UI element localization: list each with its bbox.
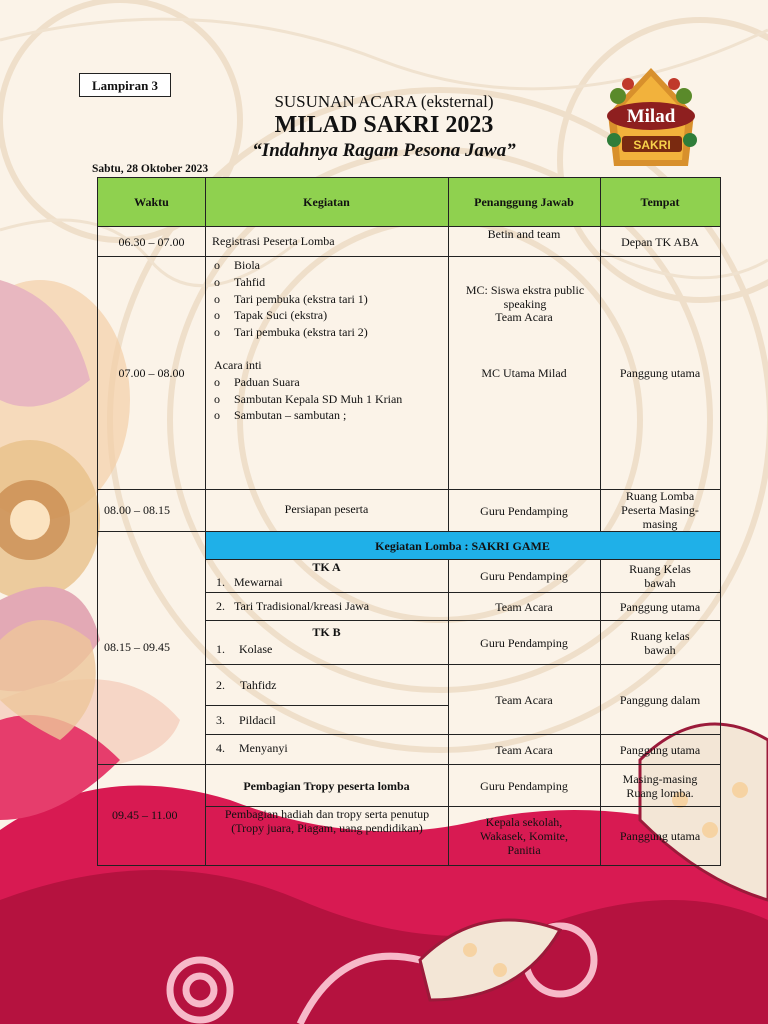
r2-waktu: 07.00 – 08.00 [118, 366, 185, 380]
r3-tempat: Ruang Lomba Peserta Masing-masing [621, 489, 699, 531]
header-penanggung-jawab: Penanggung Jawab [448, 178, 600, 226]
r2-tempat: Panggung utama [619, 366, 701, 380]
schedule-subtitle: SUSUNAN ACARA (eksternal) [274, 92, 494, 111]
tk-b-heading: TK B [312, 625, 341, 639]
r3-waktu: 08.00 – 08.15 [104, 503, 170, 517]
event-date: Sabtu, 28 Oktober 2023 [92, 163, 209, 175]
tk-b-23-tempat: Panggung dalam [619, 692, 701, 707]
attachment-label: Lampiran 3 [79, 73, 171, 97]
r5-tempat-1: Masing-masing Ruang lomba. [622, 771, 698, 800]
svg-text:Milad: Milad [626, 106, 676, 127]
list-item: o Tapak Suci (ekstra) [214, 308, 328, 323]
tk-b-23-pj: Team Acara [495, 692, 553, 707]
svg-text:SAKRI: SAKRI [633, 138, 671, 152]
r5-pj-2: Kepala sekolah, Wakasek, Komite, Panitia [479, 815, 568, 857]
tk-b-item: Menyanyi [239, 741, 288, 755]
tk-a-2-pj: Team Acara [495, 599, 553, 614]
list-item: o Paduan Suara [214, 374, 300, 389]
tk-a-heading: TK A [312, 560, 341, 574]
acara-inti-label: Acara inti [214, 357, 262, 372]
event-theme: “Indahnya Ragam Pesona Jawa” [252, 140, 516, 161]
tk-b-1-pj: Guru Pendamping [480, 635, 568, 650]
tk-b-item: Tahfidz [240, 678, 277, 692]
r1-waktu: 06.30 – 07.00 [118, 234, 185, 249]
header-tempat: Tempat [600, 178, 720, 226]
tk-a-item: Tari Tradisional/kreasi Jawa [234, 599, 370, 613]
r2-kegiatan-list [214, 257, 448, 424]
r5-kegiatan-2: Pembagian hadiah dan tropy serta penutup (Tropy juara, Piagam, uang pendidikan) [224, 807, 430, 835]
r4-waktu: 08.15 – 09.45 [104, 640, 170, 654]
tk-b-1-tempat: Ruang kelas bawah [630, 628, 690, 657]
list-item: o Sambutan – sambutan ; [214, 408, 347, 423]
list-item: o Tari pembuka (ekstra tari 1) [214, 291, 368, 306]
list-item: o Biola [214, 258, 260, 272]
tk-b-item: Pildacil [239, 713, 276, 727]
r2-pj-mc: MC: Siswa ekstra public speaking [465, 283, 585, 311]
r2-pj-team: Team Acara [495, 310, 553, 324]
header-kegiatan: Kegiatan [205, 178, 448, 226]
tk-a-1-pj: Guru Pendamping [480, 569, 568, 583]
r2-pj-mc-utama: MC Utama Milad [481, 366, 567, 380]
page-title: MILAD SAKRI 2023 [274, 112, 494, 138]
tk-a-2-tempat: Panggung utama [619, 599, 701, 614]
tk-b-item: Kolase [239, 642, 273, 656]
r5-kegiatan-1: Pembagian Tropy peserta lomba [243, 778, 410, 793]
r5-tempat-2: Panggung utama [619, 829, 701, 843]
milad-sakri-logo [598, 66, 704, 174]
tk-b-4-tempat: Panggung utama [619, 742, 701, 757]
tk-a-1-tempat: Ruang Kelas bawah [629, 562, 691, 590]
r5-pj-1: Guru Pendamping [480, 778, 568, 793]
r3-pj: Guru Pendamping [480, 503, 568, 518]
competition-banner: Kegiatan Lomba : SAKRI GAME [205, 532, 720, 559]
r5-waktu: 09.45 – 11.00 [112, 808, 178, 822]
tk-b-4-pj: Team Acara [495, 742, 553, 757]
r3-kegiatan: Persiapan peserta [284, 502, 369, 516]
header-waktu: Waktu [98, 178, 205, 226]
list-item: o Tahfid [214, 274, 266, 289]
r1-pj: Betin and team [487, 227, 561, 241]
list-item: o Tari pembuka (ekstra tari 2) [214, 325, 368, 340]
r1-kegiatan: Registrasi Peserta Lomba [212, 234, 335, 248]
r1-tempat: Depan TK ABA [621, 234, 699, 249]
tk-a-item: Mewarnai [234, 575, 283, 589]
list-item: o Sambutan Kepala SD Muh 1 Krian [214, 391, 403, 406]
